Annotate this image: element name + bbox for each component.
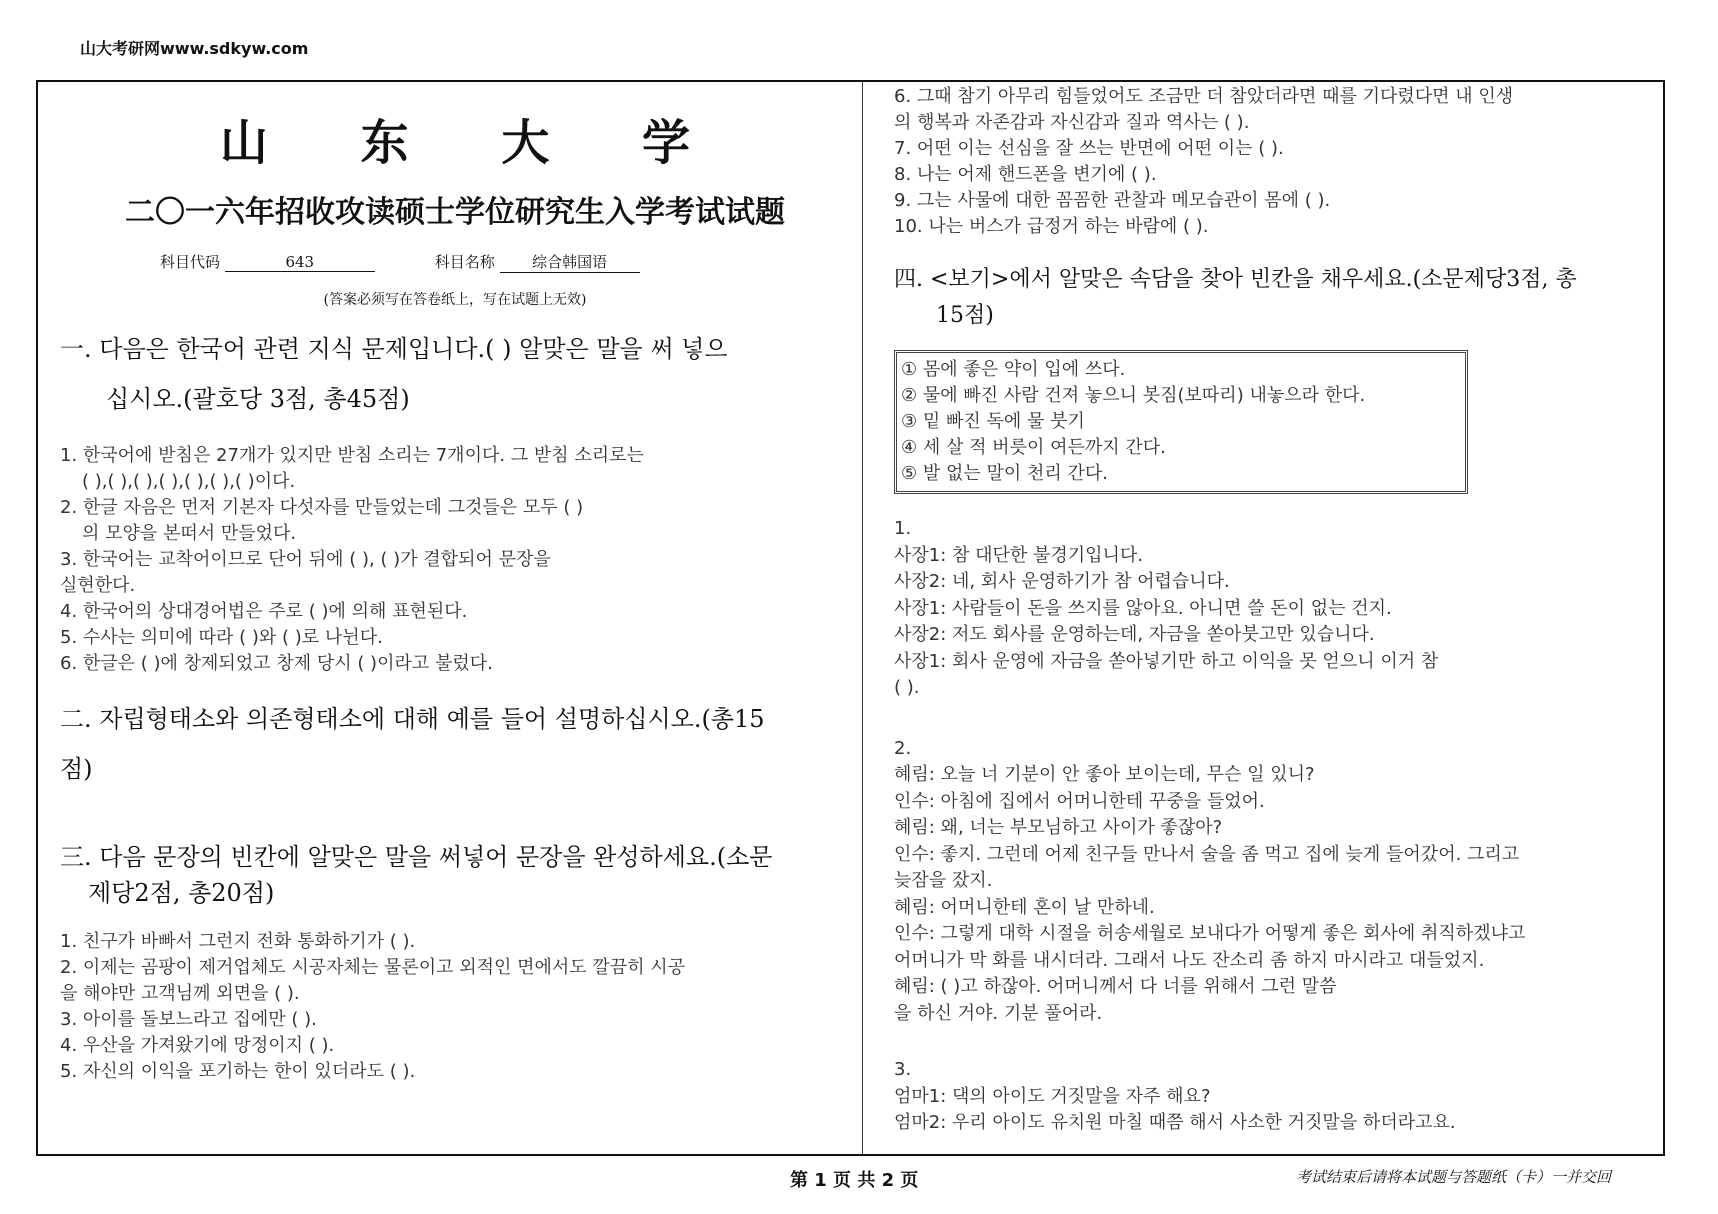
list-item: 을 해야만 고객님께 외면을 ( ).: [60, 983, 300, 1004]
section-3-continued: [894, 84, 1664, 240]
dialog-2: [894, 736, 1664, 1028]
list-item: 의 모양을 본떠서 만들었다.: [82, 523, 297, 544]
dialog-line: 인수: 아침에 집에서 어머니한테 꾸중을 들었어.: [894, 790, 1265, 812]
site-header: 山大考研网www.sdkyw.com: [80, 39, 309, 58]
section-3-heading-cont: 제당2점, 총20점): [88, 879, 275, 907]
dialog-line: 을 하신 거야. 기분 풀어라.: [894, 1002, 1103, 1024]
dialog-line: 사장2: 저도 회사를 운영하는데, 자금을 쏟아붓고만 있습니다.: [894, 624, 1375, 645]
list-item: 6. 그때 참기 아무리 힘들었어도 조금만 더 참았더라면 때를 기다렸다면 내 인생: [894, 86, 1514, 107]
subject-code-value: 643: [225, 253, 375, 272]
subject-meta: [60, 251, 850, 273]
list-item: 4. 우산을 가져왔기에 망정이지 ( ).: [60, 1035, 335, 1056]
dialog-number: 3.: [894, 1059, 912, 1080]
list-item: 8. 나는 어제 핸드폰을 변기에 ( ).: [894, 164, 1157, 185]
university-title: 山 东 大 学: [219, 115, 729, 171]
section-3-heading: 三. 다음 문장의 빈칸에 알맞은 말을 써넣어 문장을 완성하세요.(소문: [60, 843, 773, 871]
dialog-line: 엄마2: 우리 아이도 유치원 마칠 때쯤 해서 사소한 거짓말을 하더라고요.: [894, 1112, 1456, 1133]
list-item: 의 행복과 자존감과 자신감과 질과 역사는 ( ).: [894, 112, 1250, 133]
subject-code: [160, 251, 375, 273]
section-3: [60, 839, 850, 911]
dialog-line: 인수: 그렇게 대학 시절을 허송세월로 보내다가 어떻게 좋은 회사에 취직하겠냐고: [894, 923, 1526, 944]
proverb-option: ① 몸에 좋은 약이 입에 쓰다.: [901, 359, 1126, 380]
section-2-heading: 二. 자립형태소와 의존형태소에 대해 예를 들어 설명하십시오.(총15: [60, 705, 765, 733]
dialog-line: 혜림: 오늘 너 기분이 안 좋아 보이는데, 무슨 일 있니?: [894, 764, 1315, 785]
dialog-line: 늦잠을 잤지.: [894, 870, 993, 891]
section-1-items: [60, 443, 850, 677]
dialog-line: 엄마1: 댁의 아이도 거짓말을 자주 해요?: [894, 1085, 1211, 1107]
dialog-line: 사장1: 참 대단한 불경기입니다.: [894, 544, 1144, 566]
dialog-line: 사장1: 사람들이 돈을 쓰지를 않아요. 아니면 쓸 돈이 없는 건지.: [894, 597, 1392, 619]
proverb-option: ⑤ 발 없는 말이 천리 간다.: [901, 463, 1108, 484]
section-3-items: [60, 929, 850, 1085]
page-number: 第 1 页 共 2 页: [790, 1170, 919, 1191]
proverb-option: ④ 세 살 적 버릇이 여든까지 간다.: [901, 437, 1166, 458]
column-divider: [862, 82, 863, 1154]
section-2: [60, 701, 850, 787]
list-item: 3. 아이를 돌보느라고 집에만 ( ).: [60, 1009, 317, 1030]
list-item: 2. 이제는 곰팡이 제거업체도 시공자체는 물론이고 외적인 면에서도 깔끔히 시공: [60, 957, 686, 978]
subject-name: [435, 251, 640, 273]
dialog-number: 1.: [894, 518, 912, 539]
dialog-line: 혜림: ( )고 하잖아. 어머니께서 다 너를 위해서 그런 말씀: [894, 976, 1337, 997]
left-column: [60, 88, 850, 1085]
section-2-heading-cont: 점): [60, 755, 93, 783]
answer-note: (答案必须写在答卷纸上，写在试题上无效): [323, 292, 587, 308]
dialog-line: 혜림: 왜, 너는 부모님하고 사이가 좋잖아?: [894, 817, 1223, 838]
dialog-line: 사장2: 네, 회사 운영하기가 참 어렵습니다.: [894, 571, 1230, 592]
right-column: [894, 84, 1664, 1137]
section-4: [894, 262, 1664, 334]
subject-name-label: 科目名称: [434, 253, 495, 271]
list-item: 4. 한국어의 상대경어법은 주로 ( )에 의해 표현된다.: [60, 601, 468, 622]
section-4-heading-cont: 15점): [936, 303, 994, 328]
exam-title: 二〇一六年招收攻读硕士学位研究生入学考试试题: [125, 195, 785, 230]
dialog-number: 2.: [894, 737, 912, 759]
subject-code-label: 科目代码: [160, 253, 221, 271]
list-item: 10. 나는 버스가 급정거 하는 바람에 ( ).: [894, 216, 1209, 237]
proverb-box: [894, 350, 1468, 494]
proverb-option: ② 물에 빠진 사람 건져 놓으니 봇짐(보따리) 내놓으라 한다.: [901, 385, 1366, 406]
dialog-3: [894, 1057, 1664, 1137]
list-item: 6. 한글은 ( )에 창제되었고 창제 당시 ( )이라고 불렀다.: [60, 653, 493, 674]
dialog-line: 인수: 좋지. 그런데 어제 친구들 만나서 술을 좀 먹고 집에 늦게 들어갔어. 그리고: [894, 843, 1520, 865]
list-item: 7. 어떤 이는 선심을 잘 쓰는 반면에 어떤 이는 ( ).: [894, 138, 1284, 159]
list-item: ( ),( ),( ),( ),( ),( ),( )이다.: [82, 471, 296, 492]
list-item: 5. 자신의 이익을 포기하는 한이 있더라도 ( ).: [60, 1061, 416, 1082]
list-item: 2. 한글 자음은 먼저 기본자 다섯자를 만들었는데 그것들은 모두 ( ): [60, 497, 584, 518]
list-item: 5. 수사는 의미에 따라 ( )와 ( )로 나뉜다.: [60, 627, 383, 648]
dialog-line: 혜림: 어머니한테 혼이 날 만하네.: [894, 896, 1155, 918]
dialog-line: 어머니가 막 화를 내시더라. 그래서 나도 잔소리 좀 하지 마시라고 대들었지.: [894, 949, 1485, 971]
list-item: 실현한다.: [60, 575, 136, 596]
dialog-1: [894, 516, 1664, 702]
list-item: 1. 한국어에 받침은 27개가 있지만 받침 소리는 7개이다. 그 받침 소리로는: [60, 445, 644, 466]
section-1-heading: 一. 다음은 한국어 관련 지식 문제입니다.( ) 알맞은 말을 써 넣으: [60, 335, 728, 363]
section-1: [60, 331, 850, 417]
section-4-heading: 四. <보기>에서 알맞은 속담을 찾아 빈칸을 채우세요.(소문제당3점, 총: [894, 267, 1577, 292]
footer-note: 考试结束后请将本试题与答题纸（卡）一并交回: [1296, 1168, 1612, 1186]
subject-name-value: 综合韩国语: [500, 251, 640, 273]
section-1-heading-cont: 십시오.(괄호당 3점, 총45점): [106, 385, 410, 413]
list-item: 9. 그는 사물에 대한 꼼꼼한 관찰과 메모습관이 몸에 ( ).: [894, 190, 1331, 211]
proverb-option: ③ 밑 빠진 독에 물 붓기: [901, 411, 1085, 432]
list-item: 1. 친구가 바빠서 그런지 전화 통화하기가 ( ).: [60, 931, 416, 952]
dialog-line: 사장1: 회사 운영에 자금을 쏟아넣기만 하고 이익을 못 얻으니 이거 참: [894, 650, 1439, 672]
dialog-line: ( ).: [894, 677, 920, 698]
list-item: 3. 한국어는 교착어이므로 단어 뒤에 ( ), ( )가 결합되어 문장을: [60, 549, 551, 570]
